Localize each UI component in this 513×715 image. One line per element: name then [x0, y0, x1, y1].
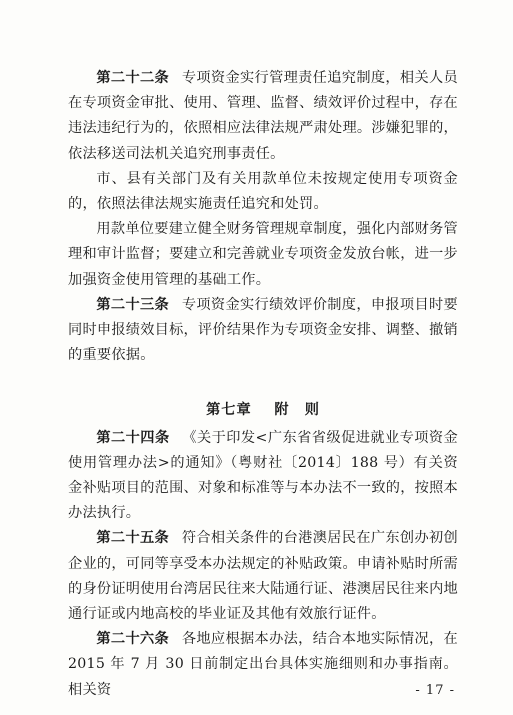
article-23-label: 第二十三条 — [96, 296, 170, 313]
article-24-label: 第二十四条 — [96, 429, 170, 446]
article-22-text: 专项资金实行管理责任追究制度，相关人员在专项资金审批、使用、管理、监督、绩效评价过程中，存在违法违纪行为的，依照相应法律法规严肃处理。涉嫌犯罪的，依法移送司法机关追究刑事责任。 — [68, 70, 458, 162]
article-22-paragraph-2: 市、县有关部门及有关用款单位未按规定使用专项资金的，依照法律法规实施责任追究和处罚。 — [68, 170, 458, 213]
article-22-paragraph-3: 用款单位要建立健全财务管理规章制度，强化内部财务管理和审计监督；要建立和完善就业专项资金发放台帐，进一步加强资金使用管理的基础工作。 — [68, 221, 458, 288]
chapter-number: 第七章 — [206, 402, 252, 419]
article-25-text: 符合相关条件的台港澳居民在广东创办初创企业的，可同等享受本办法规定的补贴政策。申请补贴时所需的身份证明使用台湾居民往来大陆通行证、港澳居民往来内地通行证或内地高校的毕业证及其他有效旅行证件。 — [68, 530, 458, 623]
page-number: - 17 - — [415, 683, 455, 698]
article-22-paragraph — [68, 66, 458, 167]
article-26-label: 第二十六条 — [96, 631, 170, 648]
article-25-label: 第二十五条 — [96, 530, 170, 547]
article-22-label: 第二十二条 — [96, 70, 170, 86]
document-body — [68, 66, 458, 703]
section-spacer — [68, 368, 458, 398]
article-24-text: 《关于印发<广东省省级促进就业专项资金使用管理办法>的通知》（粤财社〔2014〕188 号）有关资金补贴项目的范围、对象和标准等与本办法不一致的，按照本办法执行。 — [68, 429, 458, 522]
article-25-paragraph — [68, 526, 458, 627]
article-24-paragraph — [68, 426, 458, 527]
chapter-heading — [68, 398, 458, 423]
article-23-paragraph — [68, 293, 458, 369]
article-26-text: 各地应根据本办法，结合本地实际情况，在 2015 年 7 月 30 日前制定出台具体实施细则和办事指南。相关资 — [68, 631, 458, 698]
chapter-title: 附 则 — [274, 402, 320, 419]
article-23-text: 专项资金实行绩效评价制度，申报项目时要同时申报绩效目标，评价结果作为专项资金安排、调整、撤销的重要依据。 — [68, 296, 458, 364]
